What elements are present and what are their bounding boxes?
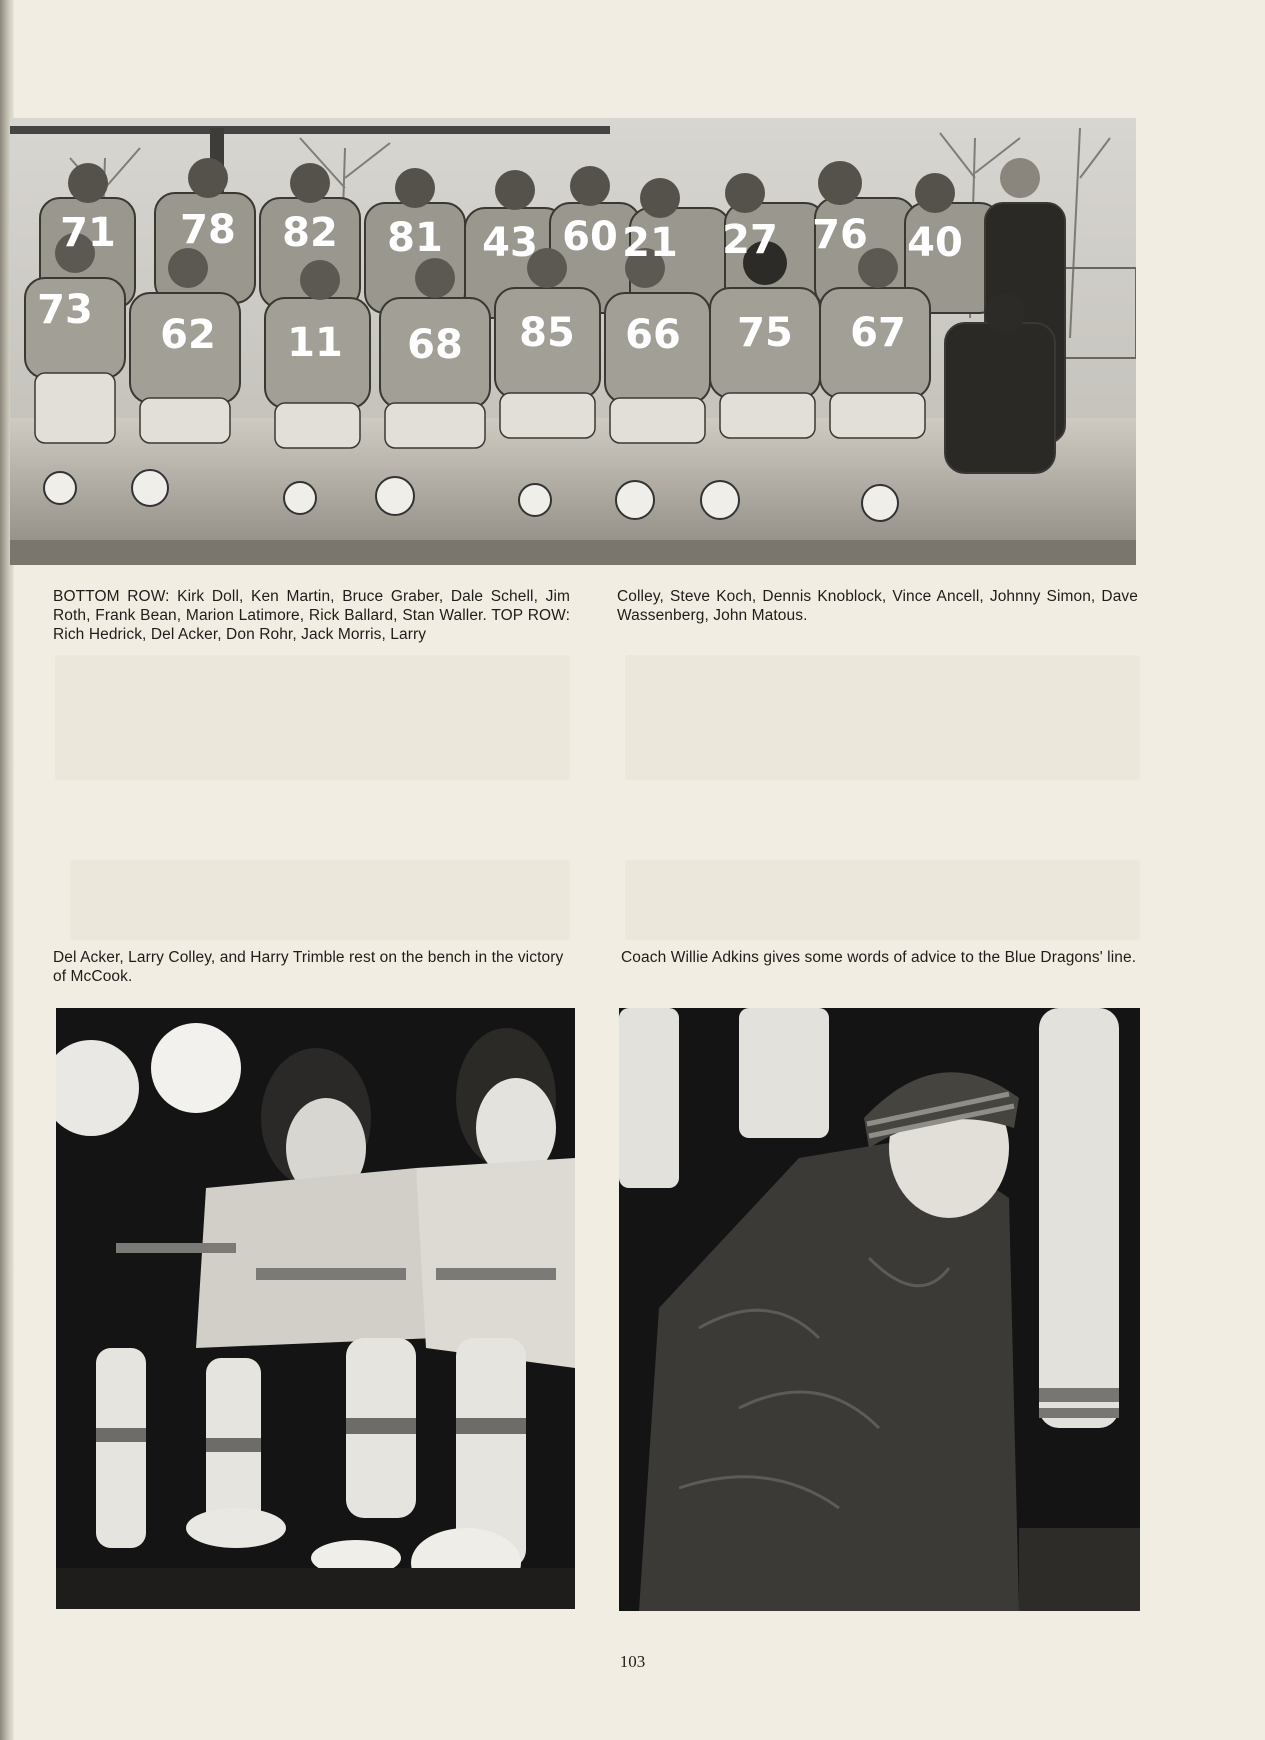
jersey-number: 67: [850, 310, 906, 356]
jersey-number: 68: [407, 322, 463, 368]
jersey-number: 60: [562, 214, 618, 260]
bleed-through: [70, 860, 570, 940]
bench-photo: [56, 1008, 575, 1609]
jersey-number: 43: [482, 220, 538, 266]
jersey-number: 75: [737, 310, 793, 356]
coach-photo: [619, 1008, 1140, 1611]
jersey-number: 62: [160, 312, 216, 358]
jersey-number: 73: [37, 287, 93, 333]
jersey-number: 40: [907, 220, 963, 266]
jersey-number: 82: [282, 210, 338, 256]
jersey-number: 66: [625, 312, 681, 358]
bleed-through: [55, 655, 570, 780]
team-photo-caption-right: Colley, Steve Koch, Dennis Knoblock, Vince Ancell, Johnny Simon, Dave Wassenberg, John Matous.: [617, 588, 1138, 624]
jersey-number: 78: [180, 207, 236, 253]
jersey-number: 76: [812, 212, 868, 258]
jersey-number: 71: [60, 210, 116, 256]
team-photo: [10, 118, 1136, 565]
bleed-through: [625, 655, 1140, 780]
page-number: 103: [619, 1652, 646, 1671]
jersey-number: 85: [519, 310, 575, 356]
jersey-number: 21: [622, 220, 678, 266]
jersey-number: 27: [722, 217, 778, 263]
team-photo-caption-left: BOTTOM ROW: Kirk Doll, Ken Martin, Bruce Graber, Dale Schell, Jim Roth, Frank Bean, Marion Latimore, Rick Ballard, Stan Waller. TOP ROW: Rich Hedrick, Del Acker, Don Rohr, Jack Morris, Larry: [53, 588, 570, 643]
bleed-through: [625, 860, 1140, 940]
jersey-number: 11: [287, 320, 343, 366]
coach-photo-caption: Coach Willie Adkins gives some words of advice to the Blue Dragons' line.: [621, 949, 1137, 966]
bench-photo-caption: Del Acker, Larry Colley, and Harry Trimble rest on the bench in the victory of McCook.: [53, 949, 564, 985]
jersey-number: 81: [387, 215, 443, 261]
